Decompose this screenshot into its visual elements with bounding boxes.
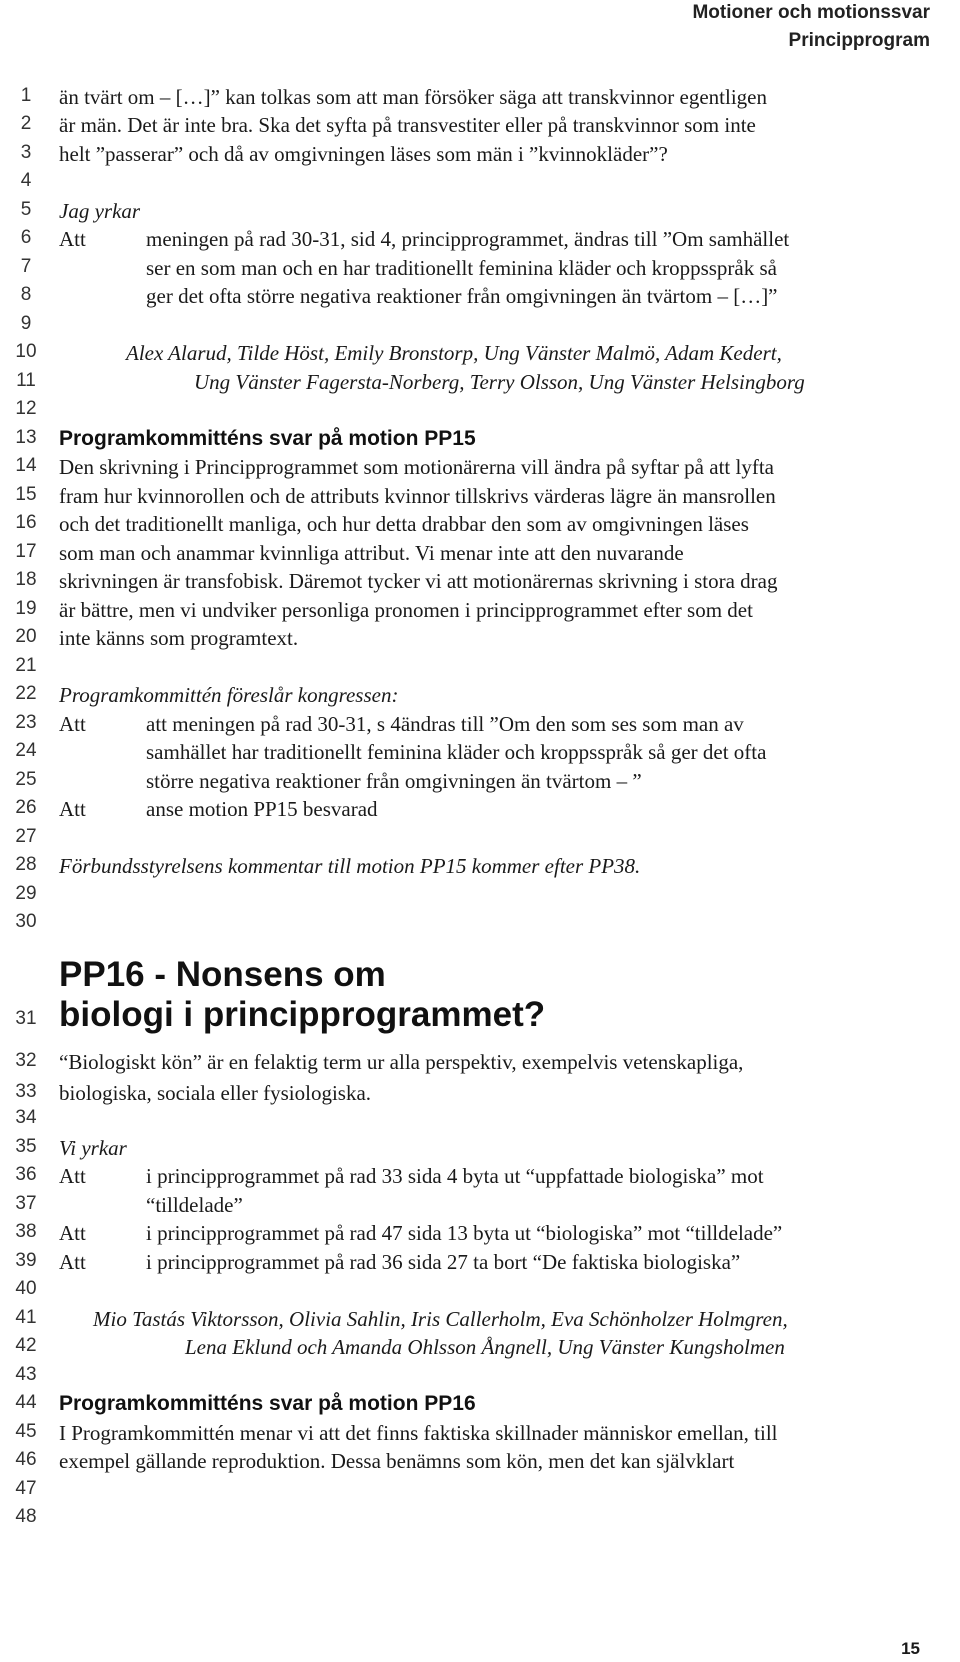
- motion-demand-label: Jag yrkar: [59, 199, 141, 223]
- att-text-line: samhället har traditionellt feminina kläder och kroppsspråk så ger det ofta: [146, 740, 767, 764]
- body-text-line: “Biologiskt kön” är en felaktig term ur alla perspektiv, exempelvis vetenskapliga,: [59, 1050, 744, 1074]
- line-number: 40: [15, 1278, 37, 1299]
- line-number: 33: [15, 1081, 37, 1102]
- line-number: 16: [15, 512, 37, 533]
- line-number: 38: [15, 1221, 37, 1242]
- body-text-line: exempel gällande reproduktion. Dessa benämns som kön, men det kan självklart: [59, 1449, 735, 1473]
- body-text-line: helt ”passerar” och då av omgivningen läses som män i ”kvinnokläder”?: [59, 142, 668, 166]
- body-text-line: är bättre, men vi undviker personliga pronomen i principprogrammet efter som det: [59, 598, 753, 622]
- line-number: 44: [15, 1392, 37, 1413]
- att-text-line: i principprogrammet på rad 47 sida 13 byta ut “biologiska” mot “tilldelade”: [146, 1221, 783, 1245]
- line-number: 48: [15, 1506, 37, 1527]
- att-text-line: ger det ofta större negativa reaktioner från omgivningen än tvärtom – […]”: [146, 284, 778, 308]
- line-number: 27: [15, 826, 37, 847]
- body-text-line: som man och anammar kvinnliga attribut. Vi menar inte att den nuvarande: [59, 541, 684, 565]
- signers-line: Mio Tastás Viktorsson, Olivia Sahlin, Iris Callerholm, Eva Schönholzer Holmgren,: [93, 1307, 788, 1331]
- line-number: 6: [20, 227, 32, 248]
- line-number: 2: [20, 113, 32, 134]
- running-header-title: Motioner och motionssvar: [692, 2, 930, 23]
- line-number: 23: [15, 712, 37, 733]
- board-comment-note: Förbundsstyrelsens kommentar till motion PP15 kommer efter PP38.: [59, 854, 641, 878]
- att-text-line: i principprogrammet på rad 36 sida 27 ta bort “De faktiska biologiska”: [146, 1250, 741, 1274]
- line-number: 41: [15, 1307, 37, 1328]
- line-number: 42: [15, 1335, 37, 1356]
- signers-line: Alex Alarud, Tilde Höst, Emily Bronstorp, Ung Vänster Malmö, Adam Kedert,: [126, 341, 782, 365]
- att-text-line: att meningen på rad 30-31, s 4ändras till ”Om den som ses som man av: [146, 712, 744, 736]
- line-number: 46: [15, 1449, 37, 1470]
- line-number: 34: [15, 1107, 37, 1128]
- line-number: 43: [15, 1364, 37, 1385]
- att-text-line: anse motion PP15 besvarad: [146, 797, 378, 821]
- att-text-line: meningen på rad 30-31, sid 4, principprogrammet, ändras till ”Om samhället: [146, 227, 790, 251]
- section-heading: Programkommitténs svar på motion PP16: [59, 1392, 476, 1415]
- line-number: 26: [15, 797, 37, 818]
- line-number: 7: [20, 256, 32, 277]
- line-number: 37: [15, 1193, 37, 1214]
- line-number: 30: [15, 911, 37, 932]
- line-number: 24: [15, 740, 37, 761]
- line-number: 14: [15, 455, 37, 476]
- line-number: 39: [15, 1250, 37, 1271]
- line-number: 22: [15, 683, 37, 704]
- line-number: 5: [20, 199, 32, 220]
- att-label: Att: [59, 1221, 86, 1245]
- line-number: 19: [15, 598, 37, 619]
- body-text-line: Den skrivning i Principprogrammet som motionärerna vill ändra på syftar på att lyfta: [59, 455, 774, 479]
- body-text-line: I Programkommittén menar vi att det finns faktiska skillnader människor emellan, till: [59, 1421, 778, 1445]
- line-number: 13: [15, 427, 37, 448]
- line-number: 31: [15, 1008, 37, 1029]
- body-text-line: än tvärt om – […]” kan tolkas som att man försöker säga att transkvinnor egentligen: [59, 85, 767, 109]
- body-text-line: och det traditionellt manliga, och hur detta drabbar den som av omgivningen läses: [59, 512, 749, 536]
- proposal-label: Programkommittén föreslår kongressen:: [59, 683, 399, 707]
- line-number: 28: [15, 854, 37, 875]
- body-text-line: biologiska, sociala eller fysiologiska.: [59, 1081, 372, 1105]
- running-header-subtitle: Principprogram: [788, 30, 930, 51]
- line-number: 45: [15, 1421, 37, 1442]
- line-number: 17: [15, 541, 37, 562]
- body-text-line: inte känns som programtext.: [59, 626, 299, 650]
- section-heading: Programkommitténs svar på motion PP15: [59, 427, 476, 450]
- line-number: 36: [15, 1164, 37, 1185]
- att-label: Att: [59, 712, 86, 736]
- body-text-line: skrivningen är transfobisk. Däremot tycker vi att motionärernas skrivning i stora drag: [59, 569, 778, 593]
- att-text-line: ser en som man och en har traditionellt feminina kläder och kroppsspråk så: [146, 256, 777, 280]
- page-number: 15: [901, 1639, 920, 1658]
- line-number: 15: [15, 484, 37, 505]
- motion-demand-label: Vi yrkar: [59, 1136, 127, 1160]
- signers-line: Lena Eklund och Amanda Ohlsson Ångnell, Ung Vänster Kungsholmen: [185, 1335, 785, 1359]
- line-number: 21: [15, 655, 37, 676]
- line-number: 47: [15, 1478, 37, 1499]
- line-number: 25: [15, 769, 37, 790]
- body-text-line: fram hur kvinnorollen och de attributs kvinnor tillskrivs värderas lägre än mansrollen: [59, 484, 776, 508]
- att-text-line: “tilldelade”: [146, 1193, 243, 1217]
- line-number: 10: [15, 341, 37, 362]
- att-label: Att: [59, 227, 86, 251]
- line-number: 12: [15, 398, 37, 419]
- line-number: 1: [20, 85, 32, 106]
- att-label: Att: [59, 1250, 86, 1274]
- line-number: 29: [15, 883, 37, 904]
- line-number: 32: [15, 1050, 37, 1071]
- line-number: 4: [20, 170, 32, 191]
- motion-title: PP16 - Nonsens om: [59, 955, 386, 994]
- line-number: 3: [20, 142, 32, 163]
- line-number: 20: [15, 626, 37, 647]
- att-text-line: i principprogrammet på rad 33 sida 4 byta ut “uppfattade biologiska” mot: [146, 1164, 764, 1188]
- att-label: Att: [59, 797, 86, 821]
- line-number: 9: [20, 313, 32, 334]
- att-label: Att: [59, 1164, 86, 1188]
- body-text-line: är män. Det är inte bra. Ska det syfta på transvestiter eller på transkvinnor som inte: [59, 113, 756, 137]
- line-number: 18: [15, 569, 37, 590]
- line-number: 11: [16, 370, 36, 391]
- att-text-line: större negativa reaktioner från omgivningen än tvärtom – ”: [146, 769, 642, 793]
- motion-title: biologi i principprogrammet?: [59, 995, 546, 1034]
- line-number: 35: [15, 1136, 37, 1157]
- signers-line: Ung Vänster Fagersta-Norberg, Terry Olsson, Ung Vänster Helsingborg: [194, 370, 805, 394]
- line-number: 8: [20, 284, 32, 305]
